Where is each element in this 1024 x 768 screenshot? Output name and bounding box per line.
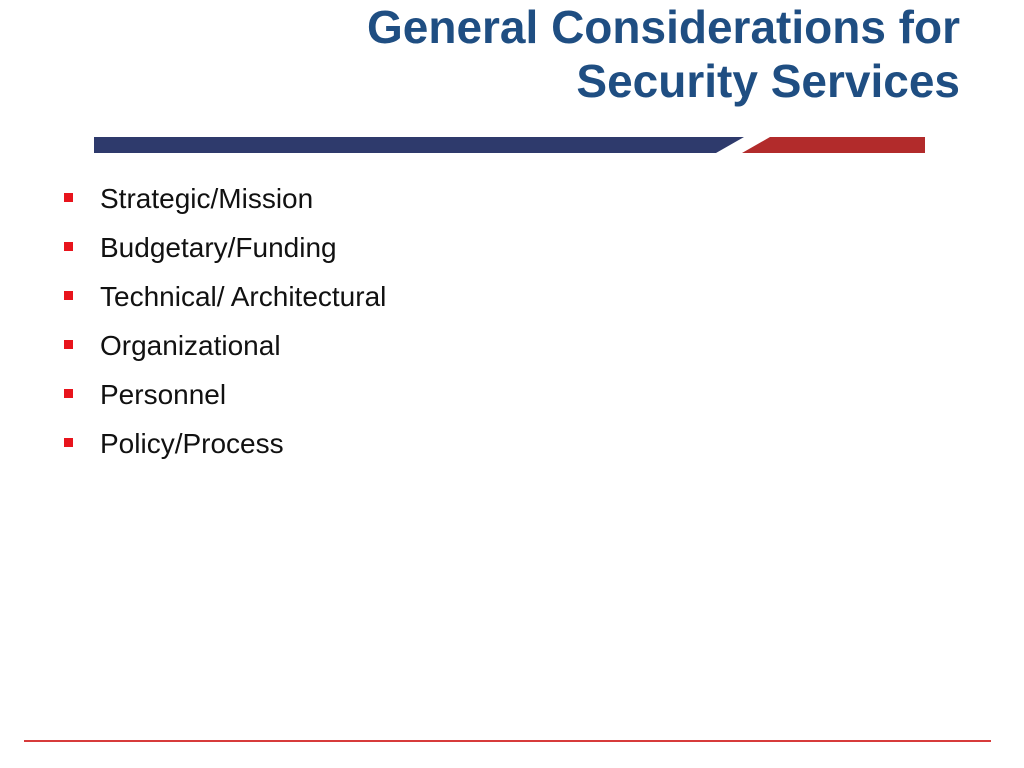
square-bullet-icon	[64, 193, 73, 202]
bullet-text: Personnel	[100, 379, 227, 410]
bullet-text: Technical/ Architectural	[100, 281, 387, 312]
title-line-1: General Considerations for	[366, 1, 960, 53]
square-bullet-icon	[64, 242, 73, 251]
footer-divider-line	[24, 740, 991, 742]
square-bullet-icon	[64, 438, 73, 447]
title-line-2: Security Services	[576, 55, 960, 107]
square-bullet-icon	[64, 340, 73, 349]
list-item	[64, 419, 386, 468]
slide-title	[80, 0, 960, 108]
square-bullet-icon	[64, 389, 73, 398]
list-item	[64, 370, 386, 419]
divider-navy-segment	[94, 137, 744, 153]
divider-red-segment	[742, 137, 925, 153]
square-bullet-icon	[64, 291, 73, 300]
bullet-text: Organizational	[100, 330, 281, 361]
title-divider-bar	[94, 136, 925, 154]
bullet-text: Strategic/Mission	[100, 183, 314, 214]
bullet-list	[64, 174, 386, 468]
list-item	[64, 223, 386, 272]
list-item	[64, 272, 386, 321]
list-item	[64, 174, 386, 223]
list-item	[64, 321, 386, 370]
bullet-text: Budgetary/Funding	[100, 232, 337, 263]
bullet-text: Policy/Process	[100, 428, 284, 459]
